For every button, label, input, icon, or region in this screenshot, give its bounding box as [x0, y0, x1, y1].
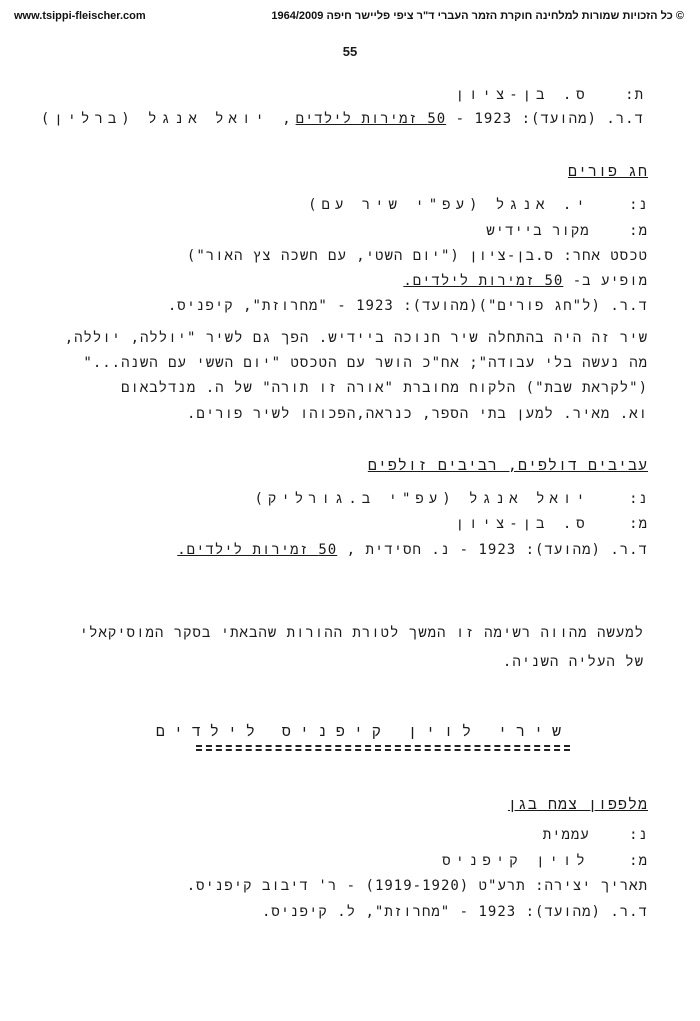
purim-paragraph-line-4: וא. מאיר. למען בתי הספר, כנראה,הפכוהו לשיר פורים. — [187, 406, 648, 422]
copyright-notice: © כל הזכויות שמורות למלחינה חוקרת הזמר העברי ד"ר ציפי פליישר חיפה 1964/2009 — [271, 10, 684, 22]
kipnis-print-line: ד.ר. (מהועד): 1923 - "מחרוזת", ל. קיפניס. — [261, 904, 648, 920]
lyricist-label: מ: — [629, 853, 648, 869]
appears-prefix: מופיע ב- — [572, 273, 648, 289]
appears-source: 50 זמירות לילדים. — [403, 273, 564, 289]
dolphins-heading: עביבים דולפים, רביבים זולפים — [367, 456, 648, 474]
melody-source: מקור ביידיש — [486, 223, 590, 239]
purim-paragraph-line-1: שיר זה היה בהתחלה שיר חנוכה ביידיש. הפך גם לשיר "יוללה, יוללה, — [64, 330, 648, 346]
purim-paragraph-line-2: מה נעשה בלי עבודה"; אח"כ הושר עם הטכסט "יום הששי עם השנה..." — [83, 355, 648, 371]
dolphins-lyricist-line — [456, 515, 648, 533]
purim-appears-line — [403, 272, 648, 290]
lyricist-name: לוין קיפניס — [442, 853, 590, 869]
kipnis-lyricist-line — [442, 852, 648, 870]
lyricist-line — [456, 86, 644, 104]
lyricist-name: ס. בן-ציון — [455, 516, 590, 532]
website-url: www.tsippi-fleischer.com — [14, 10, 146, 22]
title-underline — [196, 745, 570, 747]
purim-paragraph-line-3: ("לקראת שבת") הלקוח מחוברת "אורה זו תורה" של ה. מנדלבאום — [121, 380, 648, 396]
title-underline-second — [196, 749, 570, 751]
summary-line-2: של העליה השניה. — [502, 654, 644, 670]
lyricist-name: ס. בן-ציון — [455, 87, 590, 103]
summary-line-1: למעשה מהווה רשימה זו המשך לטורת ההורות שהבאתי בסקר המוסיקאלי — [79, 625, 644, 641]
kipnis-composer-line — [543, 826, 648, 844]
kipnis-date-line: תאריך יצירה: תרע"ט (1919-1920) - ר' דיבוב קיפניס. — [186, 878, 648, 894]
kipnis-section-title: שירי לוין קיפניס לילדים — [155, 722, 570, 740]
lyricist-label: מ: — [629, 516, 648, 532]
purim-heading: חג פורים — [567, 162, 648, 180]
print-source: 50 זמירות לילדים — [295, 111, 447, 127]
melody-label: מ: — [629, 223, 648, 239]
purim-print-line: ד.ר. (ל"חג פורים")(מהועד): 1923 - "מחרוזת", קיפניס. — [167, 298, 648, 314]
purim-other-text: טכסט אחר: ס.בן-ציון ("יום השטי, עם חשכה צץ האור") — [186, 248, 648, 264]
composer-label: נ: — [629, 197, 648, 213]
composer-name: עממית — [542, 827, 590, 843]
kipnis-song-heading: מלפפון צמח בגן — [507, 795, 648, 813]
composer-label: נ: — [629, 491, 648, 507]
print-source: 50 זמירות לילדים. — [177, 542, 338, 558]
dolphins-print-line — [177, 541, 648, 559]
lyricist-label: ת: — [625, 87, 644, 103]
purim-composer-line — [308, 196, 648, 214]
composer-label: נ: — [629, 827, 648, 843]
page-number: 55 — [342, 44, 358, 59]
print-line — [41, 110, 644, 128]
print-prefix: ד.ר. (מהועד): 1923 - נ. חסידית , — [346, 542, 648, 558]
composer-name: יואל אנגל (עפ"י ב.גורליק) — [254, 491, 590, 507]
print-label: ד.ר. (מהועד): 1923 - — [455, 111, 644, 127]
purim-melody-line — [486, 222, 648, 240]
print-rest: , יואל אנגל (ברלין) — [40, 111, 296, 127]
dolphins-composer-line — [254, 490, 648, 508]
composer-name: י. אנגל (עפ"י שיר עם) — [308, 197, 590, 213]
